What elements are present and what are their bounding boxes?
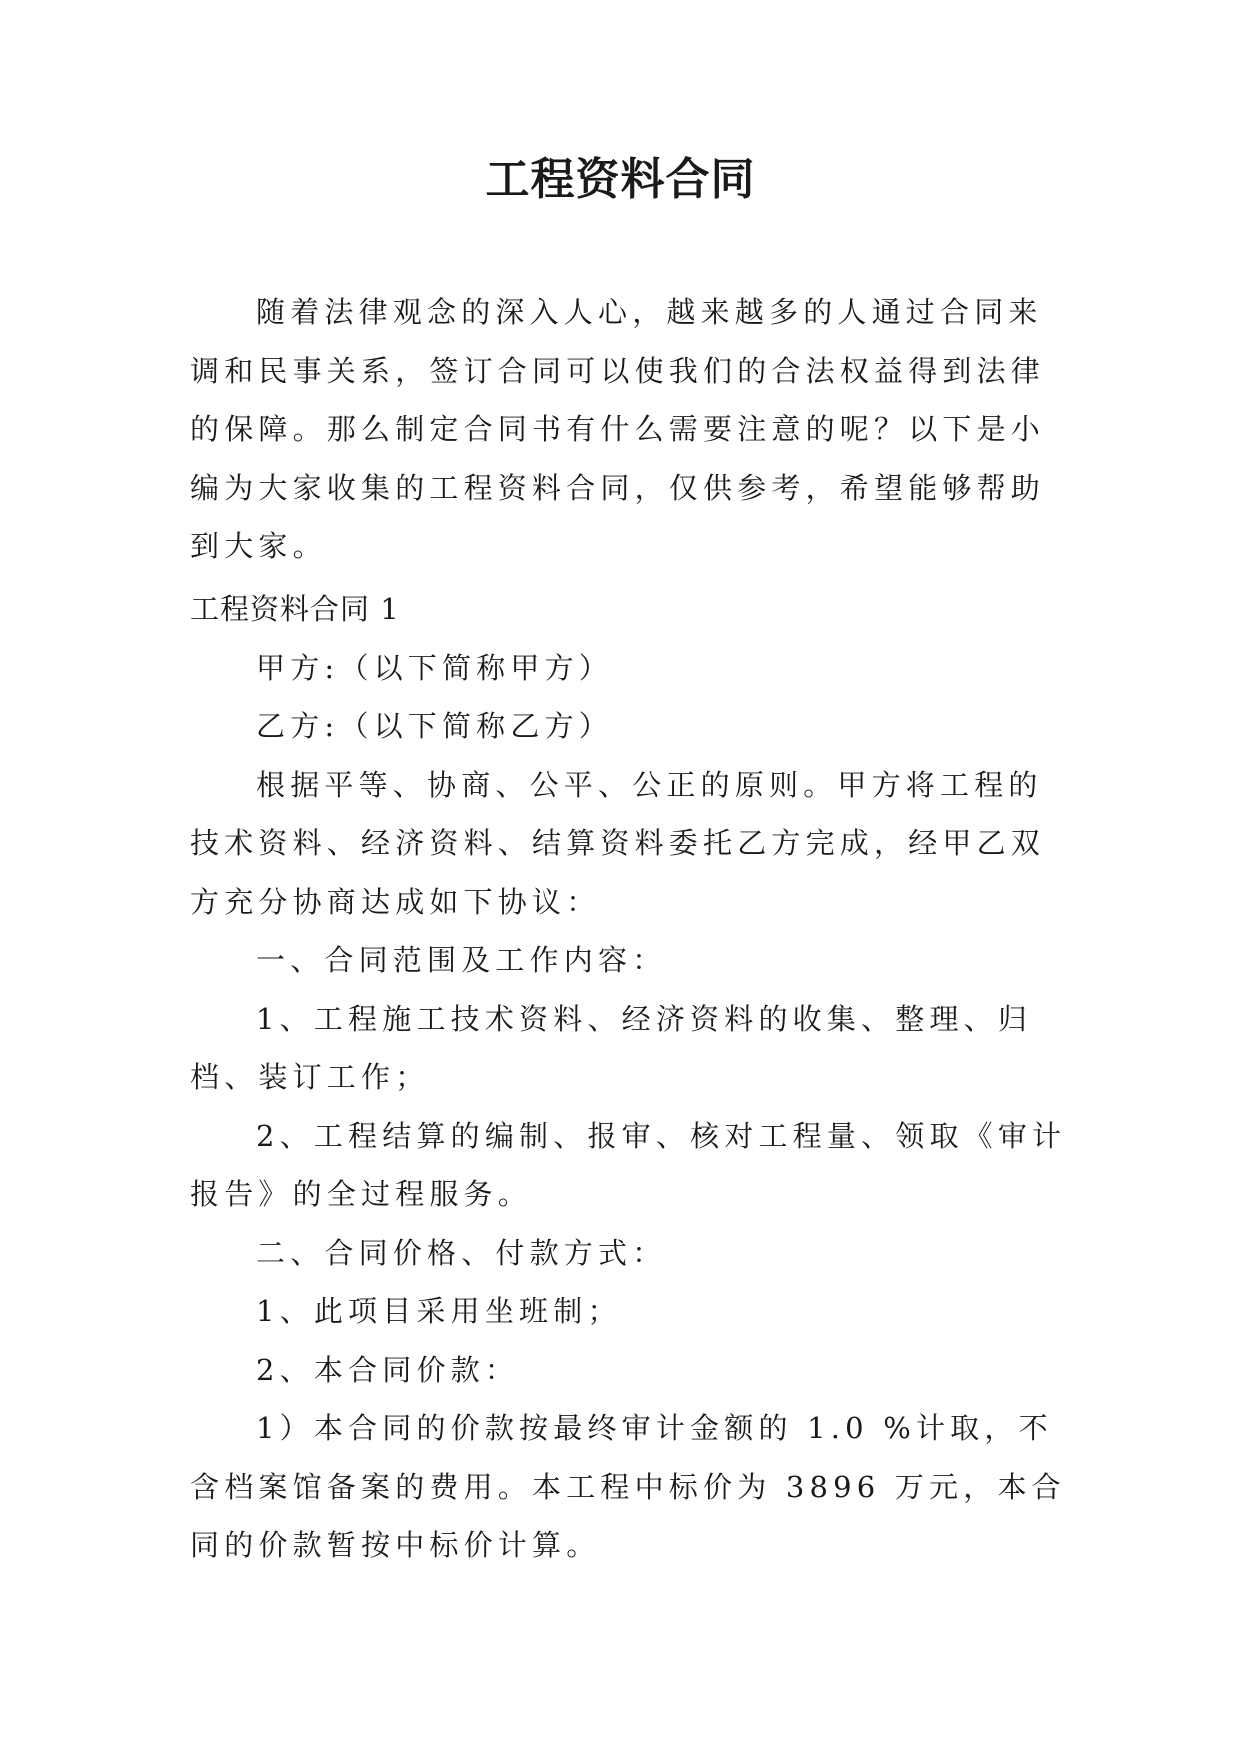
preamble-paragraph: 根据平等、协商、公平、公正的原则。甲方将工程的技术资料、经济资料、结算资料委托乙方完成，经甲乙双方充分协商达成如下协议： xyxy=(190,767,1046,919)
clause-heading-price: 二、合同价格、付款方式： xyxy=(256,1235,667,1270)
party-b-line: 乙方:（以下简称乙方） xyxy=(256,709,613,743)
clause-item: 2、本合同价款： xyxy=(256,1352,520,1387)
clause-item: 1）本合同的价款按最终审计金额的 1.0 %计取，不含档案馆备案的费用。本工程中标价为 3896 万元，本合同的价款暂按中标价计算。 xyxy=(190,1411,1066,1562)
clause-item: 2、工程结算的编制、报审、核对工程量、领取《审计报告》的全过程服务。 xyxy=(190,1118,1067,1211)
intro-paragraph: 随着法律观念的深入人心，越来越多的人通过合同来调和民事关系，签订合同可以使我们的合法权益得到法律的保障。那么制定合同书有什么需要注意的呢？以下是小编为大家收集的工程资料合同，仅供参考，希望能够帮助到大家。 xyxy=(190,295,1046,563)
section-heading: 工程资料合同 1 xyxy=(190,592,400,626)
party-a-line: 甲方:（以下简称甲方） xyxy=(256,650,613,685)
clause-item: 1、工程施工技术资料、经济资料的收集、整理、归档、装订工作； xyxy=(190,1001,1033,1094)
clause-heading-scope: 一、合同范围及工作内容： xyxy=(256,943,667,977)
clause-item: 1、此项目采用坐班制； xyxy=(256,1294,622,1328)
document-title: 工程资料合同 xyxy=(485,154,756,205)
contract-body xyxy=(190,580,1070,1575)
